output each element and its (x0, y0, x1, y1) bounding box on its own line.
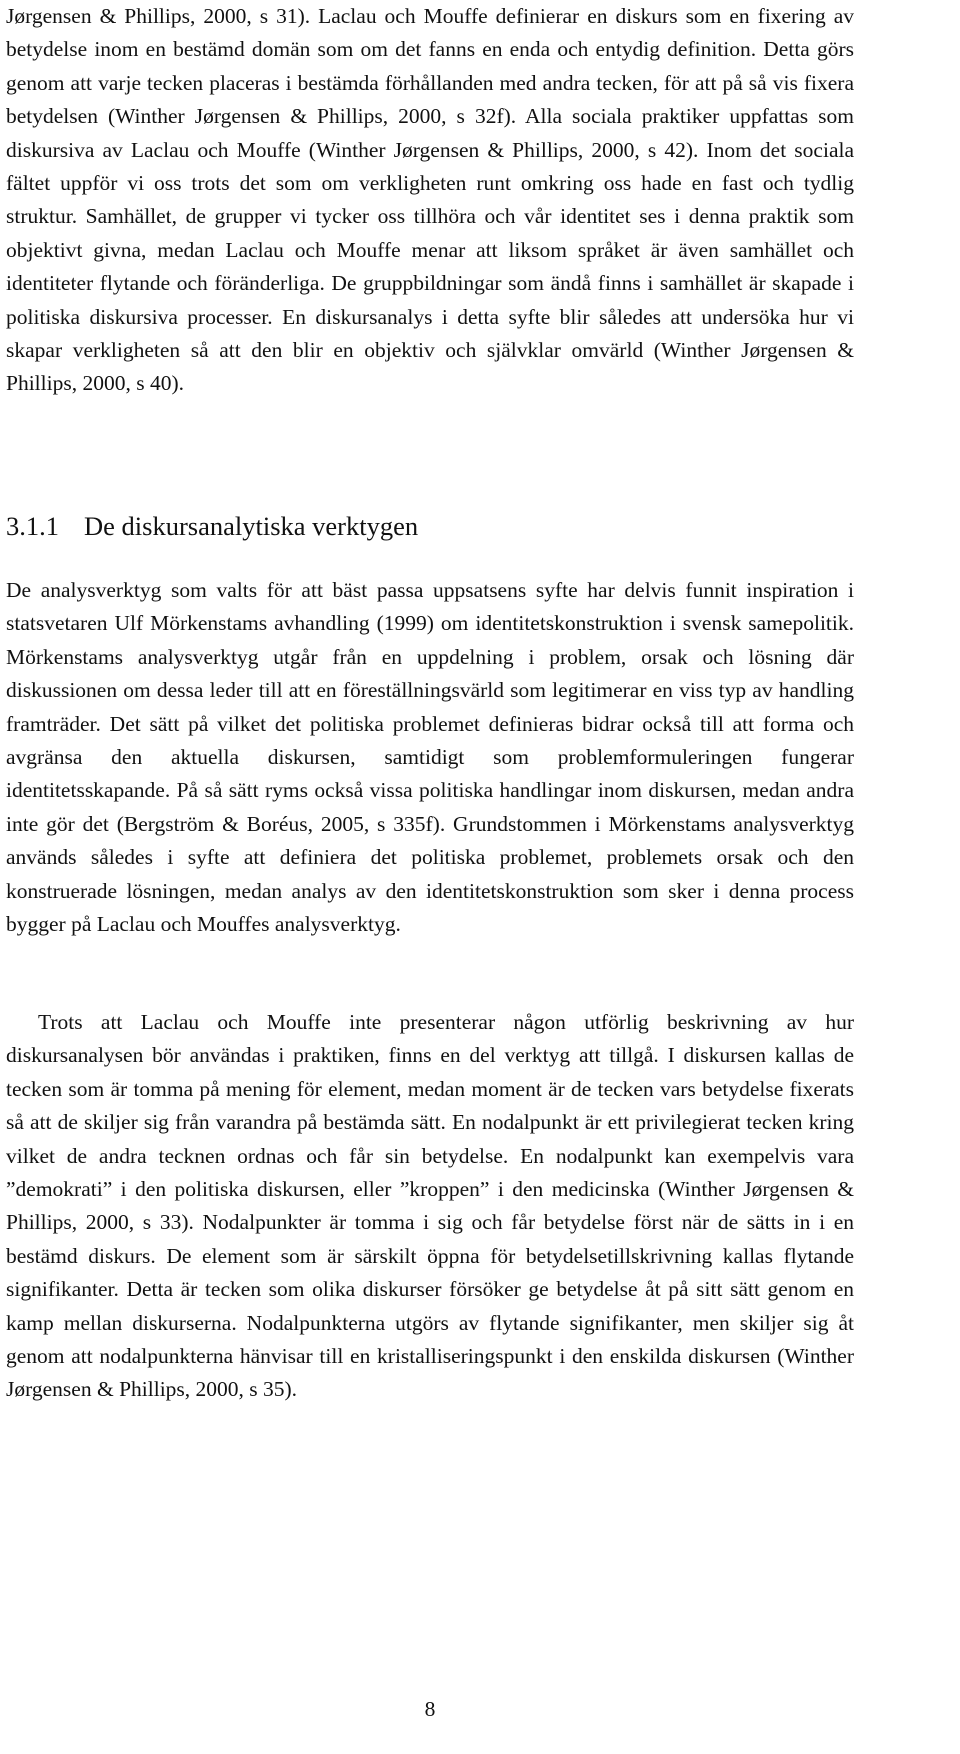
section-number: 3.1.1 (6, 511, 59, 541)
section-heading (6, 508, 418, 544)
page-number: 8 (424, 1697, 436, 1721)
body-paragraph-1: De analysverktyg som valts för att bäst passa uppsatsens syfte har delvis funnit inspiration i statsvetaren Ulf Mörkenstams avhandling (1999) om identitetskonstruktion i svensk samepolitik. Mörkenstams analysverktyg utgår från en uppdelning i problem, orsak och lösning där diskussionen om dessa leder till att en föreställningsvärld som legitimerar en viss typ av handling framträder. Det sätt på vilket det politiska problemet definieras bidrar också till att forma och avgränsa den aktuella diskursen, samtidigt som problemformuleringen fungerar identitetsskapande. På så sätt ryms också vissa politiska handlingar inom diskursen, medan andra inte gör det (Bergström & Boréus, 2005, s 335f). Grundstommen i Mörkenstams analysverktyg används således i syfte att definiera det politiska problemet, problemets orsak och den konstruerade lösningen, medan analys av den identitetskonstruktion som sker i denna process bygger på Laclau och Mouffes analysverktyg. (6, 578, 854, 937)
body-paragraph-2: Trots att Laclau och Mouffe inte presenterar någon utförlig beskrivning av hur diskursanalysen bör användas i praktiken, finns en del verktyg att tillgå. I diskursen kallas de tecken som är tomma på mening för element, medan moment är de tecken vars betydelse fixerats så att de skiljer sig från varandra på bestämda sätt. En nodalpunkt är ett privilegierat tecken kring vilket de andra tecknen ordnas och får sin betydelse. En nodalpunkt kan exempelvis vara ”demokrati” i den politiska diskursen, eller ”kroppen” i den medicinska (Winther Jørgensen & Phillips, 2000, s 33). Nodalpunkter är tomma i sig och får betydelse först när de sätts in i en bestämd diskurs. De element som är särskilt öppna för betydelsetillskrivning kallas flytande signifikanter. Detta är tecken som olika diskurser försöker ge betydelse åt på sitt sätt genom en kamp mellan diskurserna. Nodalpunkterna utgörs av flytande signifikanter, men skiljer sig åt genom att nodalpunkterna hänvisar till en kristalliseringspunkt i den enskilda diskursen (Winther Jørgensen & Phillips, 2000, s 35). (6, 1010, 854, 1402)
section-title: De diskursanalytiska verktygen (84, 511, 419, 541)
continued-paragraph: Jørgensen & Phillips, 2000, s 31). Laclau och Mouffe definierar en diskurs som en fixering av betydelse inom en bestämd domän som om det fanns en enda och entydig definition. Detta görs genom att varje tecken placeras i bestämda förhållanden med andra tecken, för att på så vis fixera betydelsen (Winther Jørgensen & Phillips, 2000, s 32f). Alla sociala praktiker uppfattas som diskursiva av Laclau och Mouffe (Winther Jørgensen & Phillips, 2000, s 42). Inom det sociala fältet uppför vi oss trots det som om verkligheten runt omkring oss hade en fast och tydlig struktur. Samhället, de grupper vi tycker oss tillhöra och vår identitet ses i denna praktik som objektivt givna, medan Laclau och Mouffe menar att liksom språket är även samhället och identiteter flytande och föränderliga. De gruppbildningar som ändå finns i samhället är skapade i politiska diskursiva processer. En diskursanalys i detta syfte blir således att undersöka hur vi skapar verkligheten så att den blir en objektiv och självklar omvärld (Winther Jørgensen & Phillips, 2000, s 40). (6, 4, 854, 396)
